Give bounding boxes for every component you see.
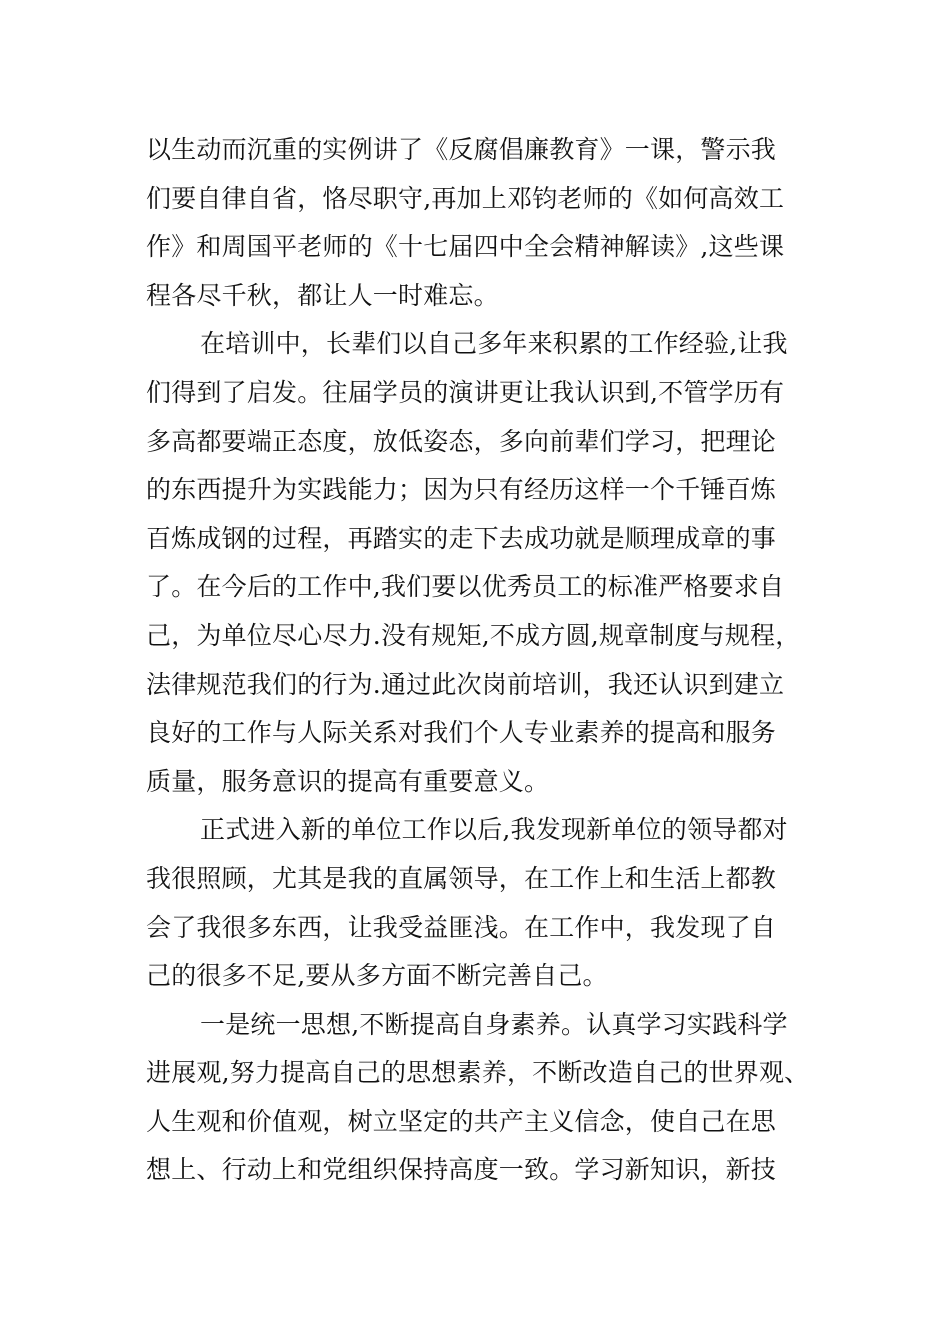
text-line: 正式进入新的单位工作以后,我发现新单位的领导都对 <box>200 815 788 845</box>
text-line: 百炼成钢的过程，再踏实的走下去成功就是顺理成章的事 <box>146 523 777 553</box>
text-line: 我很照顾，尤其是我的直属领导，在工作上和生活上都教 <box>146 863 777 893</box>
text-line: 一是统一思想,不断提高自身素养。认真学习实践科学 <box>200 1009 788 1039</box>
text-line: 法律规范我们的行为.通过此次岗前培训，我还认识到建立 <box>146 669 785 699</box>
paragraph-4 <box>146 1001 826 1195</box>
text-line: 质量，服务意识的提高有重要意义。 <box>146 766 550 796</box>
text-line: 己，为单位尽心尽力.没有规矩,不成方圆,规章制度与规程， <box>146 620 801 650</box>
text-line: 会了我很多东西，让我受益匪浅。在工作中，我发现了自 <box>146 912 777 942</box>
paragraph-1 <box>146 126 826 320</box>
document-body <box>146 126 826 1195</box>
text-line: 作》和周国平老师的《十七届四中全会精神解读》,这些课 <box>146 232 785 262</box>
paragraph-2 <box>146 320 826 806</box>
text-line: 在培训中，长辈们以自己多年来积累的工作经验,让我 <box>200 329 788 359</box>
text-line: 们要自律自省，恪尽职守,再加上邓钧老师的《如何高效工 <box>146 183 785 213</box>
text-line: 良好的工作与人际关系对我们个人专业素养的提高和服务 <box>146 718 777 748</box>
text-line: 想上、行动上和党组织保持高度一致。学习新知识，新技 <box>146 1155 777 1185</box>
text-line: 多高都要端正态度，放低姿态，多向前辈们学习，把理论 <box>146 426 777 456</box>
text-line: 了。在今后的工作中,我们要以优秀员工的标准严格要求自 <box>146 572 785 602</box>
text-line: 以生动而沉重的实例讲了《反腐倡廉教育》一课，警示我 <box>146 135 777 164</box>
text-line: 们得到了启发。往届学员的演讲更让我认识到,不管学历有 <box>146 377 785 407</box>
paragraph-3 <box>146 806 826 1000</box>
text-line: 己的很多不足,要从多方面不断完善自己。 <box>146 961 608 991</box>
text-line: 人生观和价值观，树立坚定的共产主义信念，使自己在思 <box>146 1106 777 1136</box>
text-line: 的东西提升为实践能力；因为只有经历这样一个千锤百炼 <box>146 475 777 505</box>
text-line: 进展观,努力提高自己的思想素养，不断改造自己的世界观、 <box>146 1058 810 1088</box>
text-line: 程各尽千秋，都让人一时难忘。 <box>146 280 499 310</box>
